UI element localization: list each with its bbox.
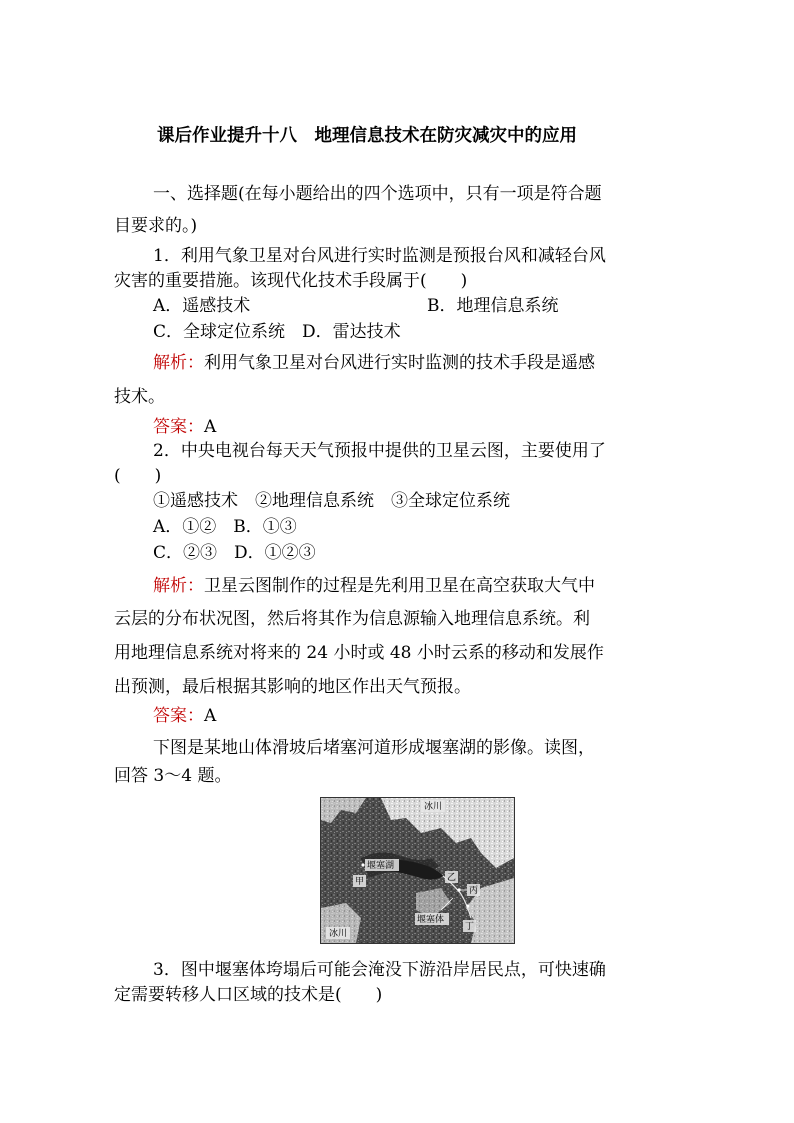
intro-line2: 回答 3～4 题。 (114, 766, 232, 786)
point-jia-marker (361, 863, 364, 866)
q2-answer (153, 704, 216, 728)
q2-analysis-line1 (153, 574, 595, 598)
q1-analysis-label: 解析： (153, 353, 204, 373)
q1-analysis-line2: 技术。 (114, 387, 165, 407)
q2-items: ①遥感技术 ②地理信息系统 ③全球定位系统 (153, 491, 510, 511)
label-bing: 丙 (469, 886, 479, 896)
q2-answer-value: A (204, 706, 217, 726)
label-glacier-bottom: 冰川 (329, 929, 348, 939)
label-lake: 堰塞湖 (367, 861, 395, 871)
section-heading-line2: 目要求的。) (114, 216, 198, 236)
q2-analysis-label: 解析： (153, 576, 204, 596)
satellite-image-svg (321, 798, 514, 943)
label-dam: 堰塞体 (417, 915, 445, 925)
q2-options-cd: C．②③ D．①②③ (153, 543, 316, 563)
q1-analysis-text: 利用气象卫星对台风进行实时监测的技术手段是遥感 (204, 353, 595, 373)
label-jia: 甲 (355, 877, 365, 887)
point-ding-marker (466, 904, 469, 907)
q1-stem-line2: 灾害的重要措施。该现代化技术手段属于( ) (114, 271, 468, 291)
q1-answer-value: A (204, 417, 217, 437)
q1-answer (153, 415, 216, 439)
q2-options-ab: A．①② B．①③ (153, 517, 297, 537)
q2-stem-line1: 2．中央电视台每天天气预报中提供的卫星云图，主要使用了 (153, 441, 606, 461)
q2-analysis-line4: 出预测，最后根据其影响的地区作出天气预报。 (114, 677, 471, 697)
satellite-image-map (320, 797, 515, 944)
section-heading-line1: 一、选择题(在每小题给出的四个选项中，只有一项是符合题 (153, 184, 602, 204)
label-glacier-top: 冰川 (424, 802, 443, 812)
q1-option-cd: C．全球定位系统 D．雷达技术 (153, 322, 401, 342)
q1-option-a: A．遥感技术 (153, 296, 251, 316)
q1-analysis-line1 (153, 351, 595, 375)
label-yi: 乙 (447, 873, 457, 883)
q3-stem-line2: 定需要转移人口区域的技术是( ) (114, 985, 383, 1005)
page-title: 课后作业提升十八 地理信息技术在防灾减灾中的应用 (157, 126, 577, 146)
intro-line1: 下图是某地山体滑坡后堵塞河道形成堰塞湖的影像。读图， (153, 738, 595, 758)
q1-stem-line1: 1．利用气象卫星对台风进行实时监测是预报台风和减轻台风 (153, 246, 606, 266)
q2-answer-label: 答案： (153, 706, 204, 726)
q1-option-b: B．地理信息系统 (427, 296, 559, 316)
q2-analysis-line2: 云层的分布状况图，然后将其作为信息源输入地理信息系统。利 (114, 609, 590, 629)
label-ding: 丁 (465, 922, 475, 932)
q3-stem-line1: 3．图中堰塞体垮塌后可能会淹没下游沿岸居民点，可快速确 (153, 960, 606, 980)
q2-analysis-text: 卫星云图制作的过程是先利用卫星在高空获取大气中 (204, 576, 595, 596)
q1-answer-label: 答案： (153, 417, 204, 437)
q2-analysis-line3: 用地理信息系统对将来的 24 小时或 48 小时云系的移动和发展作 (114, 643, 604, 663)
q2-stem-line2: ( ) (114, 466, 162, 486)
